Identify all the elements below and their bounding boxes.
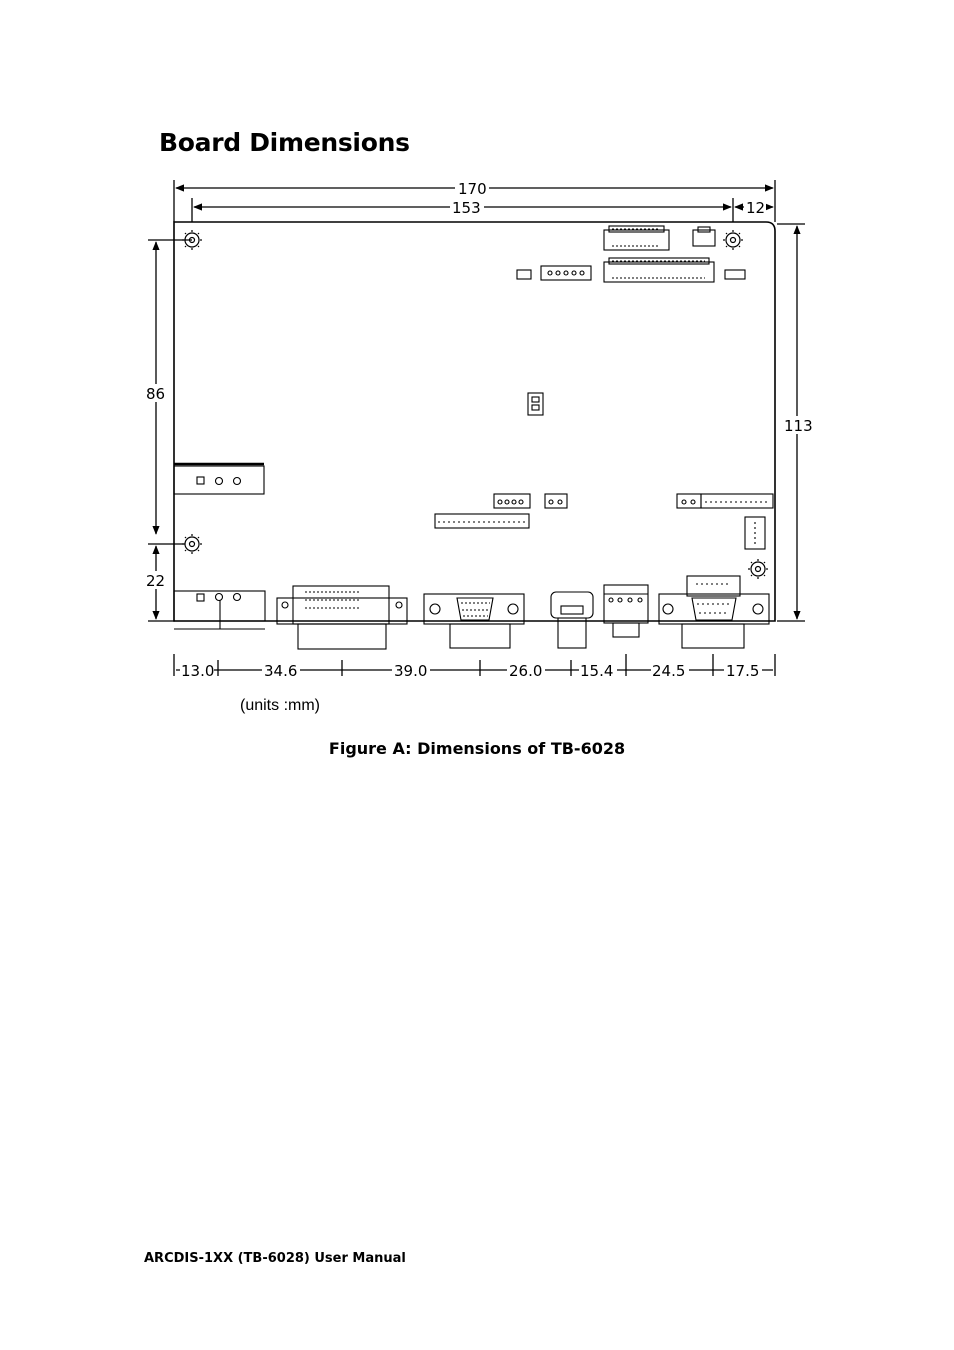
- board-components: [174, 226, 773, 549]
- bottom-segment-label: 39.0: [394, 662, 428, 680]
- bottom-segment-label: 17.5: [726, 662, 760, 680]
- section-heading: Board Dimensions: [159, 128, 410, 157]
- bottom-segment-label: 34.6: [264, 662, 298, 680]
- dimension-overall-width: 170: [458, 180, 487, 198]
- bottom-segment-label: 26.0: [509, 662, 543, 680]
- bottom-segment-label: 13.0: [181, 662, 215, 680]
- dimension-height: 113: [784, 417, 813, 435]
- dimension-hole-vertical: 86: [146, 385, 166, 403]
- dimension-bottom-offset: 22: [146, 572, 166, 590]
- page-footer: ARCDIS-1XX (TB-6028) User Manual: [144, 1251, 406, 1266]
- dimension-hole-span: 153: [452, 199, 481, 217]
- left-dimension-lines: [148, 240, 192, 621]
- bottom-dimension-labels: [180, 662, 762, 680]
- units-note: (units :mm): [240, 697, 320, 714]
- bottom-segment-label: 24.5: [652, 662, 686, 680]
- figure-caption: Figure A: Dimensions of TB-6028: [328, 739, 626, 758]
- dimension-right-offset: 12: [746, 199, 766, 217]
- io-connectors: [174, 576, 769, 649]
- bottom-segment-label: 15.4: [580, 662, 614, 680]
